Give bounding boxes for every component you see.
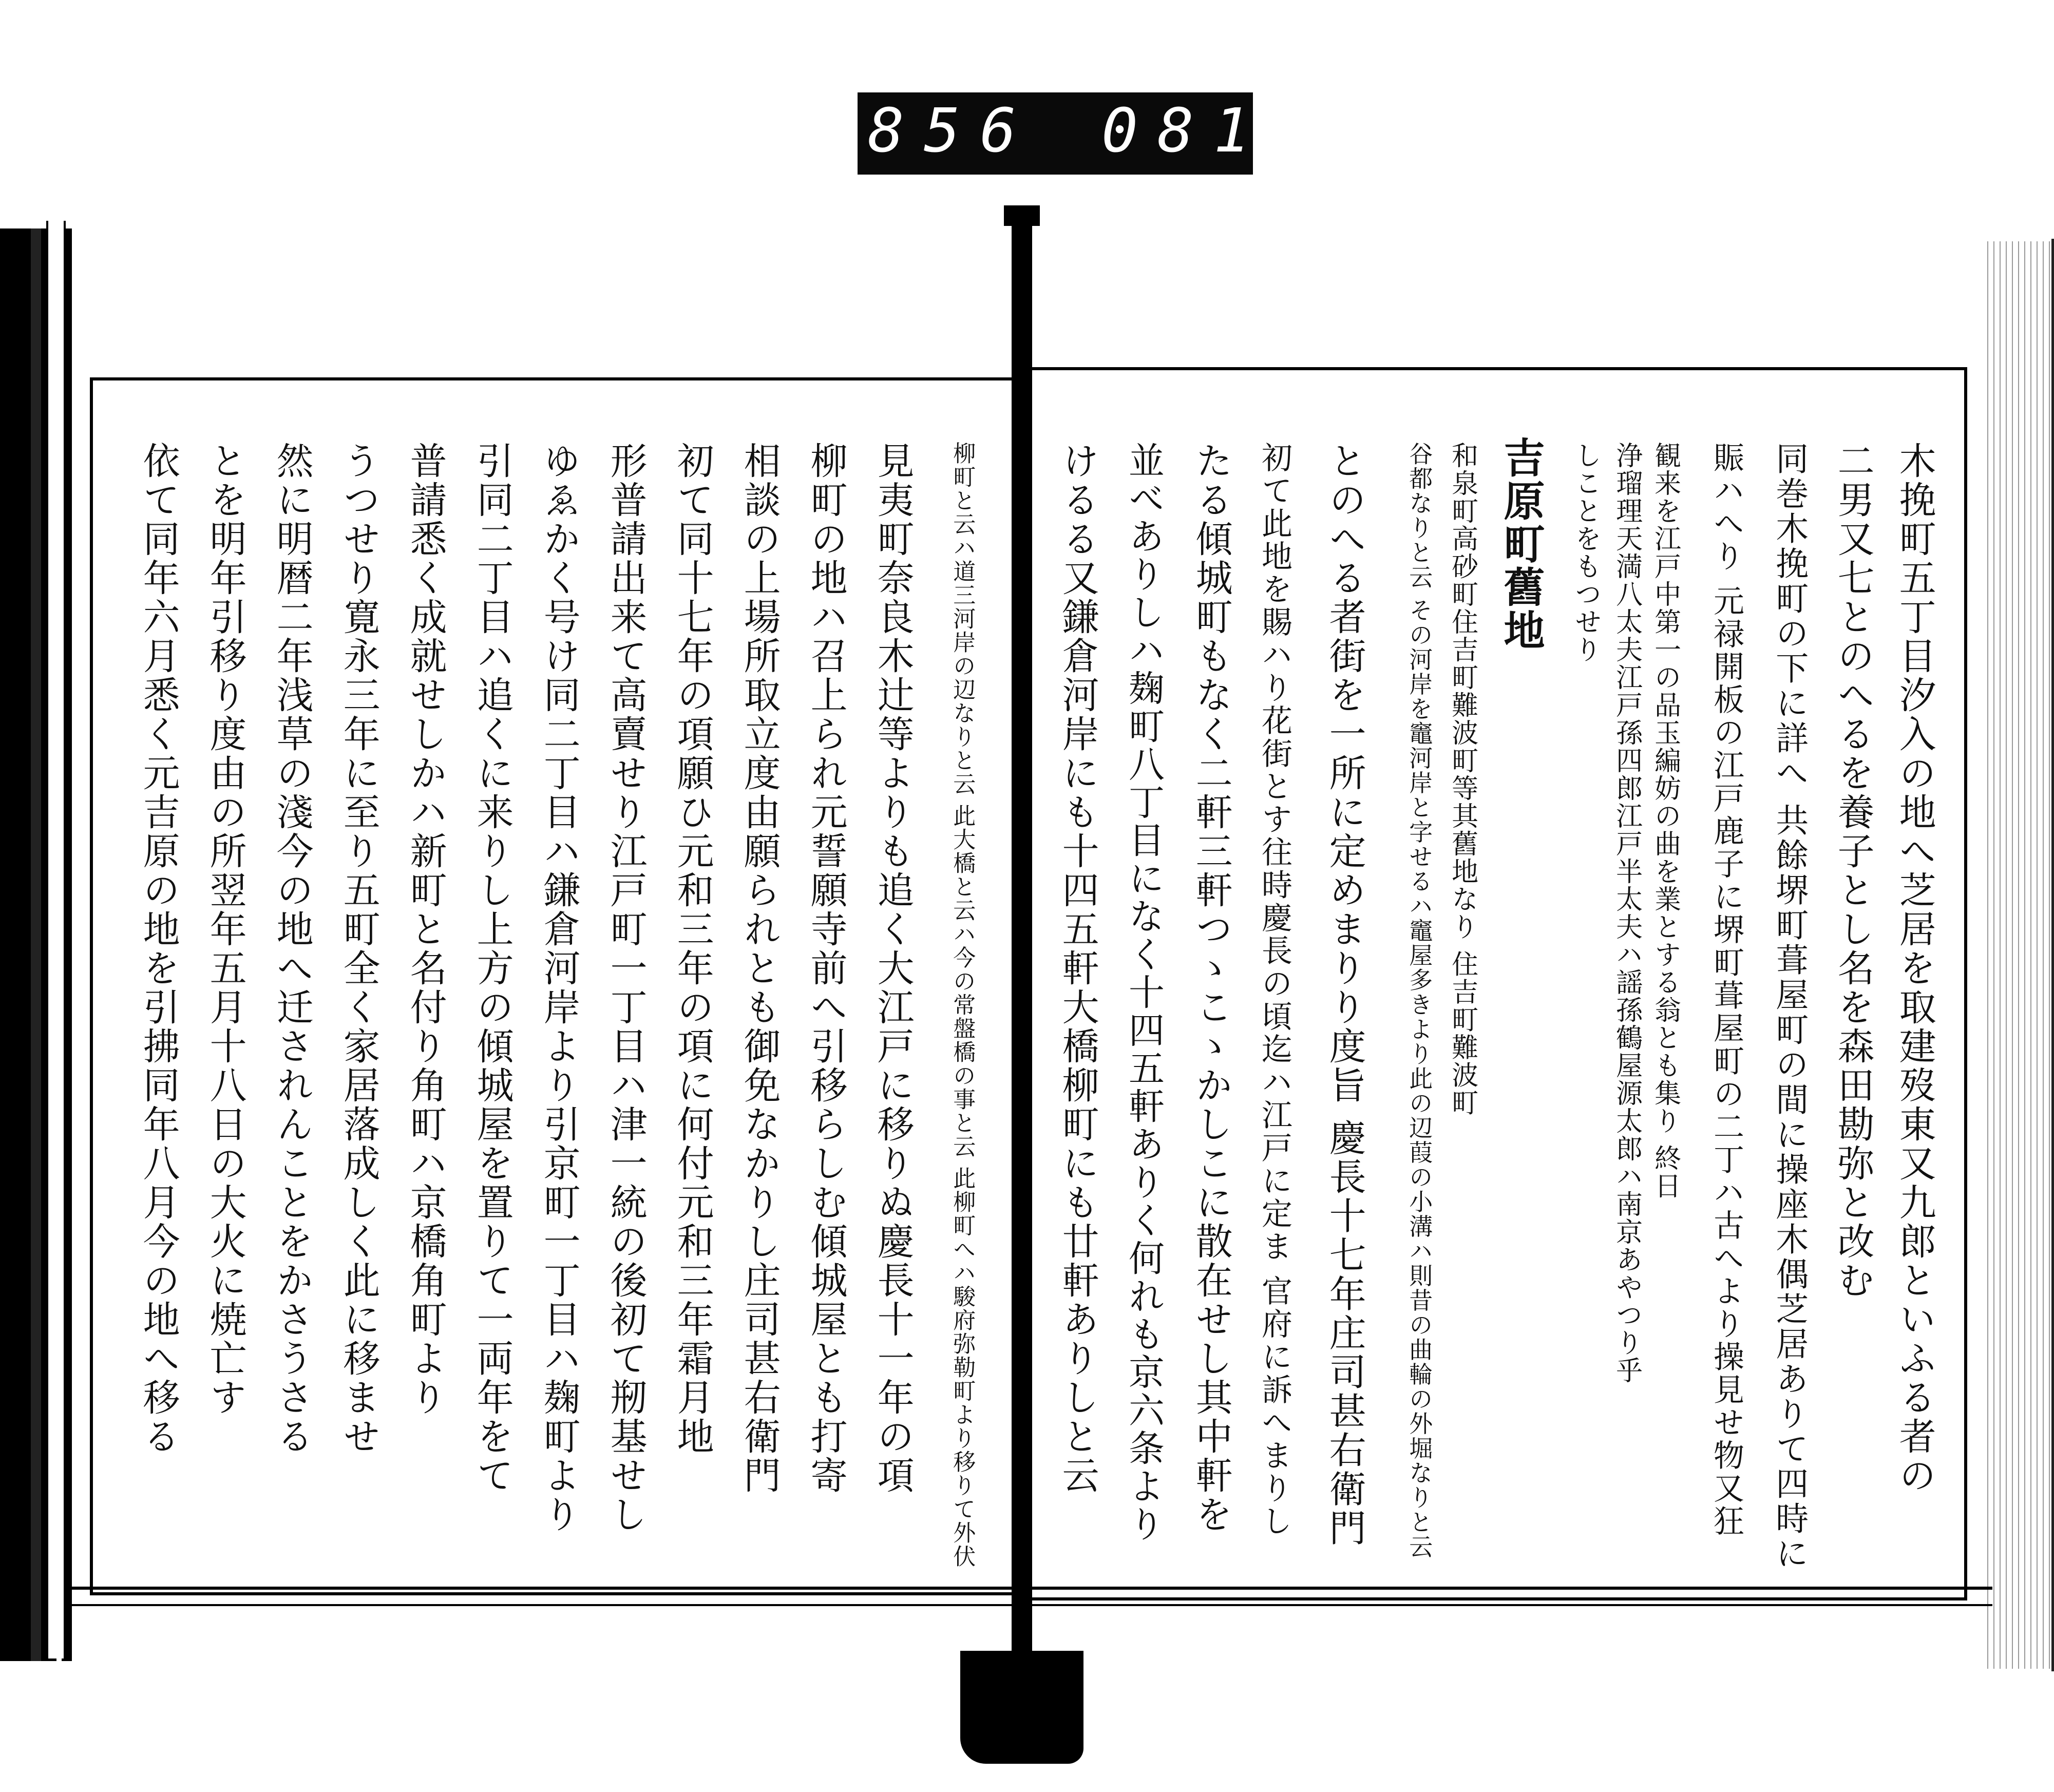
- book-left-edge-inner: [46, 221, 66, 1658]
- right-body-5: たる傾城町もなく二軒三軒つゝこゝかしこに散在せし其中軒を: [1189, 442, 1233, 1534]
- right-col-5: 観来を江戸中第一の品玉編妨の曲を業とする翁とも集り 終日: [1649, 442, 1681, 1200]
- book-spine: [1012, 216, 1032, 1705]
- left-col-5: 初て同十七年の項願ひ元和三年の項に何付元和三年霜月地: [671, 442, 714, 1456]
- left-col-3: 柳町の地ハ召上られ元誓願寺前へ引移らしむ傾城屋とも打寄: [804, 442, 848, 1495]
- left-col-4: 相談の上場所取立度由願られとも御免なかりし庄司甚右衛門: [737, 442, 781, 1495]
- right-body-7: けるる又鎌倉河岸にも十四五軒大橋柳町にも廿軒ありしと云: [1056, 442, 1099, 1495]
- left-col-8: 引同二丁目ハ追くに来りし上方の傾城屋を置りて一両年をて: [470, 442, 514, 1495]
- right-col-4: 賑ハへり 元禄開板の江戸鹿子に堺町葺屋町の二丁ハ古へより操見せ物又狂: [1708, 442, 1744, 1538]
- left-col-1: 柳町と云ハ道三河岸の辺なりと云 此大橋と云ハ今の常盤橋の事と云 此柳町へハ駿府弥勒町より移りて外伏: [949, 442, 976, 1568]
- right-col-6: 浄瑠理天満八太夫江戸孫四郎江戸半太夫ハ謡孫鶴屋源太郎ハ南京あやつり乎: [1611, 442, 1642, 1384]
- right-body-3: とのへる者街を一所に定めまりり度旨 慶長十七年庄司甚右衛門: [1323, 442, 1366, 1548]
- right-body-1: 和泉町高砂町住吉町難波町等其舊地なり 住吉町難波町: [1447, 442, 1478, 1117]
- accession-number-right: 081.: [1101, 95, 1326, 166]
- right-col-3: 同巻木挽町の下に詳へ 共餘堺町葺屋町の間に操座木偶芝居ありて四時に: [1770, 442, 1809, 1572]
- left-col-11: 然に明暦二年浅草の淺今の地へ迁されんことをかさうさる: [270, 442, 314, 1456]
- right-body-2: 谷都なりと云 その河岸を竈河岸と字せるハ竈屋多きより此の辺葭の小溝ハ則昔の曲輪の外堀なりと云: [1405, 442, 1434, 1559]
- left-col-12: とを明年引移り度由の所翌年五月十八日の大火に焼亡す: [203, 442, 247, 1417]
- left-col-10: うつせり寛永三年に至り五町全く家居落成しく此に移ませ: [337, 442, 381, 1456]
- accession-number-left: 856: [868, 95, 1036, 166]
- left-col-13: 依て同年六月悉く元吉原の地を引拂同年八月今の地へ移る: [137, 442, 180, 1456]
- right-body-6: 並べありしハ麹町八丁目になく十四五軒ありく何れも京六条より: [1123, 442, 1165, 1543]
- spine-foot: [960, 1651, 1083, 1764]
- right-col-7: しことをもつせり: [1570, 442, 1601, 663]
- right-col-1: 木挽町五丁目汐入の地へ芝居を取建歿東又九郎といふる者の: [1893, 442, 1936, 1495]
- section-heading: 吉原町舊地: [1497, 436, 1545, 652]
- left-col-7: ゆゑかく号け同二丁目ハ鎌倉河岸より引京町一丁目ハ麹町より: [537, 442, 581, 1534]
- right-col-2: 二男又七とのへるを養子とし名を森田勘弥と改む: [1831, 442, 1875, 1300]
- left-col-9: 普請悉く成就せしかハ新町と名付り角町ハ京橋角町より: [404, 442, 447, 1417]
- book-right-edge-outer: [2015, 239, 2054, 1671]
- left-col-2: 見夷町奈良木辻等よりも追く大江戸に移りぬ慶長十一年の項: [871, 442, 915, 1495]
- right-body-4: 初て此地を賜ハり花街とす往時慶長の頃迄ハ江戸に定ま 官府に訴へまりし: [1257, 442, 1292, 1538]
- left-col-6: 形普請出来て高賣せり江戸町一丁目ハ津一統の後初て剏基せし: [604, 442, 648, 1534]
